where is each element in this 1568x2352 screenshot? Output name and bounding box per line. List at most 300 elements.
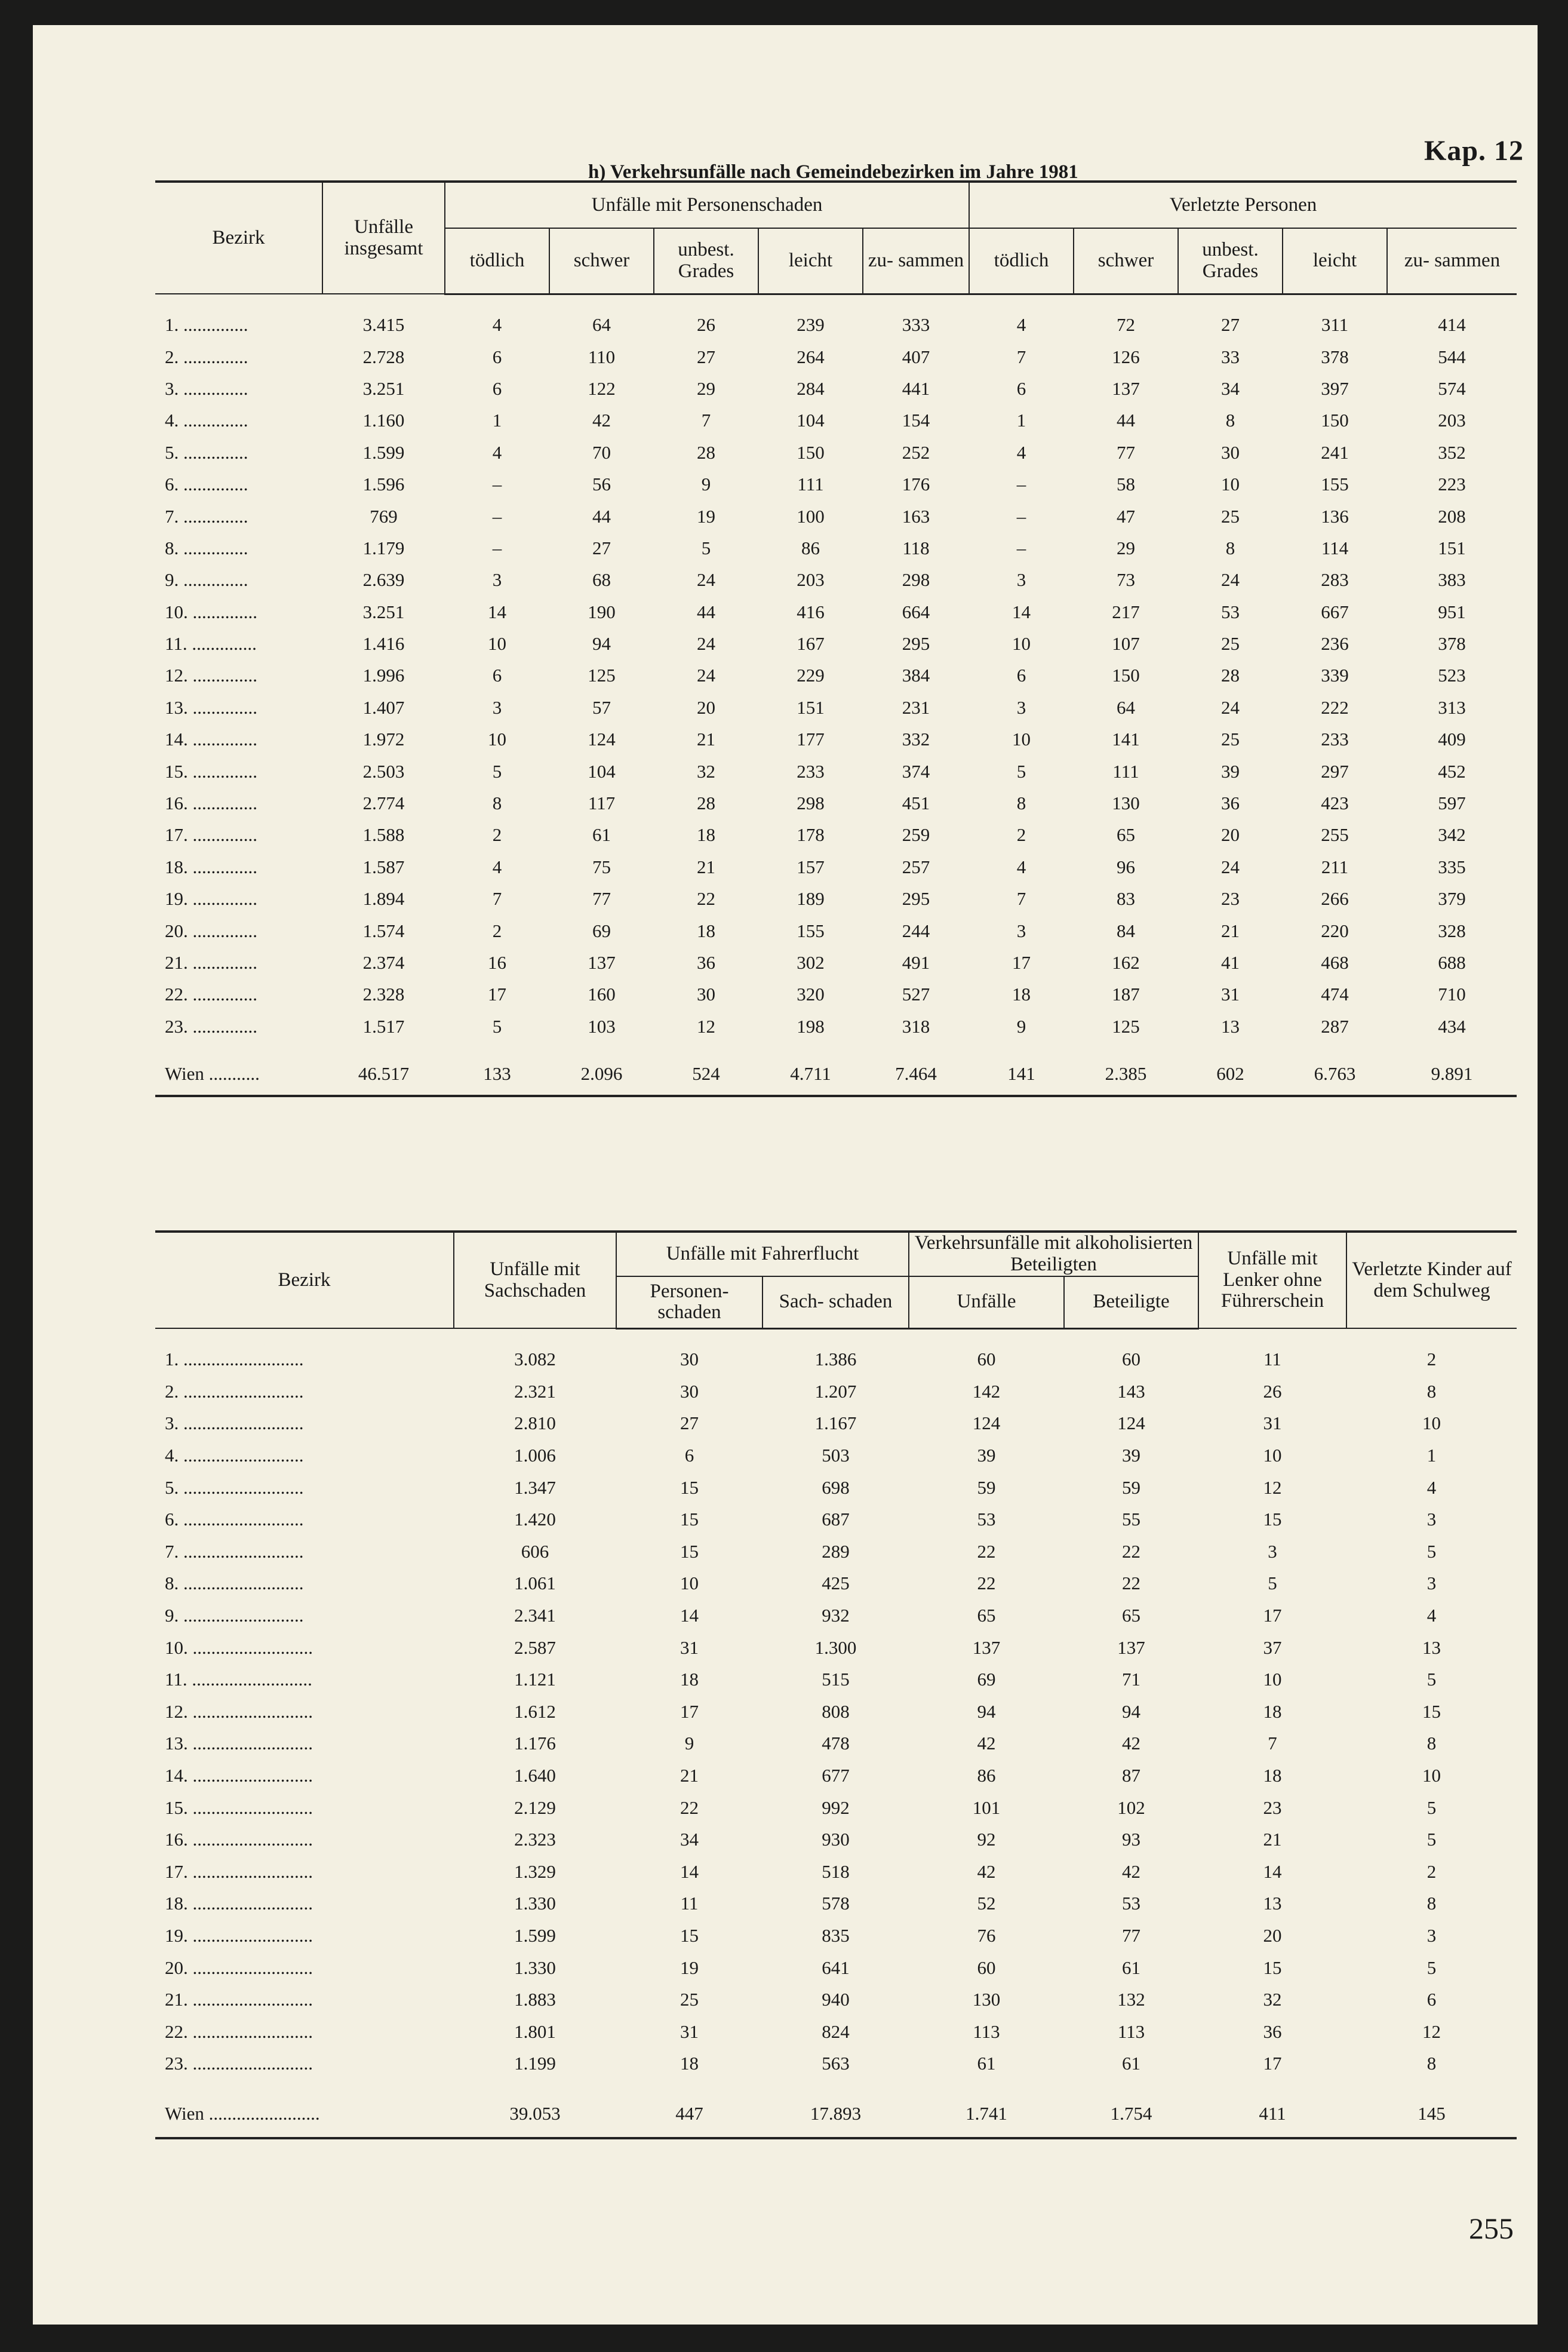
row-label: 4. .......................... [165,1445,304,1466]
row-label: 11. .............. [165,633,257,655]
row-label: 23. .............. [165,1015,257,1037]
row-label: 5. .......................... [165,1476,304,1498]
row-label: 10. .............. [165,601,257,622]
cell-value: 136 [1321,505,1349,527]
row-label: 18. .............. [165,856,257,877]
cell-value: 190 [588,601,616,622]
cell-value: 951 [1438,601,1466,622]
cell-value: 8 [1426,1893,1437,1914]
cell-value: 6 [1016,377,1026,399]
row-label: 7. .............. [165,505,248,527]
cell-value: 177 [797,729,825,750]
cell-value: 5 [1426,1540,1437,1562]
row-label: 20. .......................... [165,1957,313,1978]
cell-value: 664 [902,601,930,622]
cell-value: 298 [902,569,930,591]
cell-value: 19 [680,1957,699,1978]
cell-value: 155 [1321,474,1349,495]
cell-value: 18 [1263,1765,1282,1786]
cell-value: 1.121 [514,1669,556,1690]
table-row [155,1856,1517,1888]
cell-value: 8 [1426,1733,1437,1754]
row-label: 21. .......................... [165,1989,313,2010]
cell-value: 10 [1221,474,1240,495]
cell-value: 29 [697,377,715,399]
cell-value: 17 [1263,1605,1282,1626]
cell-value: 295 [902,633,930,655]
cell-value: 31 [1221,984,1240,1005]
cell-value: 677 [822,1765,850,1786]
cell-value: 1.167 [814,1413,857,1434]
cell-value: 2.323 [514,1829,556,1850]
header-bezirk: Bezirk [155,1232,454,1328]
document-page [33,25,1538,2325]
cell-value: 22 [697,888,715,910]
table-row [155,787,1517,819]
row-label: 4. .............. [165,410,248,431]
cell-value: 1.330 [514,1957,556,1978]
cell-value: 20 [1221,824,1240,846]
cell-value: 111 [1112,760,1139,782]
header-sach-schaden: Sach- schaden [763,1276,909,1328]
table-row [155,1503,1517,1536]
table-row [155,1888,1517,1920]
cell-value: 143 [1117,1380,1145,1402]
cell-value: 3 [1016,569,1026,591]
cell-value: 39 [1122,1445,1140,1466]
cell-value: 60 [1122,1349,1140,1370]
header-bezirk: Bezirk [155,182,322,294]
cell-value: 1.517 [362,1015,405,1037]
row-label: 11. .......................... [165,1669,312,1690]
cell-value: 208 [1438,505,1466,527]
cell-value: 57 [592,696,611,718]
cell-value: 187 [1112,984,1140,1005]
cell-value: 32 [697,760,715,782]
row-label: 17. .......................... [165,1860,313,1882]
cell-value: 124 [1117,1413,1145,1434]
row-label: 7. .......................... [165,1540,304,1562]
cell-value: 18 [680,1669,699,1690]
cell-value: 4 [492,856,502,877]
cell-value: 14 [680,1605,699,1626]
cell-value: 24 [697,569,715,591]
cell-value: 17 [680,1700,699,1722]
cell-value: 46.517 [322,1053,445,1096]
cell-value: 940 [822,1989,850,2010]
cell-value: 6.763 [1283,1053,1387,1096]
cell-value: 27 [1221,314,1240,336]
cell-value: 77 [1122,1924,1140,1946]
cell-value: 61 [1122,1957,1140,1978]
table-row [155,979,1517,1011]
cell-value: 15 [680,1540,699,1562]
cell-value: 4 [1426,1605,1437,1626]
cell-value: 137 [1112,377,1140,399]
cell-value: 114 [1321,537,1349,558]
cell-value: 4 [1016,314,1026,336]
row-label: 15. .............. [165,760,257,782]
cell-value: 36 [1221,793,1240,814]
cell-value: 3.082 [514,1349,556,1370]
cell-value: 21 [1221,920,1240,941]
cell-value: 2.385 [1074,1053,1178,1096]
spacer-row [155,294,1517,309]
cell-value: 86 [977,1765,996,1786]
cell-value: 1.574 [362,920,405,941]
cell-value: 1.199 [514,2053,556,2074]
cell-value: 28 [1221,665,1240,686]
cell-value: 5 [1426,1669,1437,1690]
cell-value: 27 [592,537,611,558]
cell-value: 42 [977,1860,996,1882]
cell-value: 6 [492,346,502,367]
table-row [155,1663,1517,1696]
header-toedlich: tödlich [969,228,1074,294]
row-label: 8. .......................... [165,1573,304,1594]
header-schwer: schwer [549,228,654,294]
header-leicht: leicht [758,228,863,294]
table-row [155,501,1517,532]
cell-value: 104 [588,760,616,782]
cell-value: 10 [488,633,506,655]
cell-value: 15 [680,1924,699,1946]
cell-value: 157 [797,856,825,877]
cell-value: 130 [1112,793,1140,814]
cell-value: 1.996 [362,665,405,686]
cell-value: 1.160 [362,410,405,431]
cell-value: 3.251 [362,601,405,622]
table-row [155,2048,1517,2080]
cell-value: 1.407 [362,696,405,718]
cell-value: 10 [1422,1765,1441,1786]
cell-value: 44 [592,505,611,527]
cell-value: 574 [1438,377,1466,399]
cell-value: 241 [1321,441,1349,463]
cell-value: 68 [592,569,611,591]
cell-value: 59 [977,1476,996,1498]
cell-value: 25 [1221,505,1240,527]
cell-value: 163 [902,505,930,527]
cell-value: 5 [492,760,502,782]
cell-value: 34 [1221,377,1240,399]
cell-value: 10 [1263,1669,1282,1690]
cell-value: 125 [1112,1015,1140,1037]
cell-value: 142 [972,1380,1001,1402]
table-row [155,692,1517,723]
cell-value: 527 [902,984,930,1005]
cell-value: 60 [977,1349,996,1370]
cell-value: 7 [1016,888,1026,910]
cell-value: 65 [1122,1605,1140,1626]
cell-value: 44 [1117,410,1135,431]
row-label: 12. .......................... [165,1700,313,1722]
cell-value: 4.711 [758,1053,863,1096]
cell-value: 19 [697,505,715,527]
cell-value: 103 [588,1015,616,1037]
cell-value: 28 [697,441,715,463]
header-beteiligte: Beteiligte [1064,1276,1198,1328]
cell-value: 178 [797,824,825,846]
table-row [155,1760,1517,1792]
cell-value: 83 [1117,888,1135,910]
cell-value: 425 [822,1573,850,1594]
cell-value: 6 [492,665,502,686]
row-label: 6. .......................... [165,1509,304,1530]
cell-value: 71 [1122,1669,1140,1690]
cell-value: 167 [797,633,825,655]
cell-value: 641 [822,1957,850,1978]
cell-value: 1.416 [362,633,405,655]
cell-value: 65 [1117,824,1135,846]
chapter-label: Kap. 12 [1424,135,1524,167]
cell-value: 313 [1438,696,1466,718]
cell-value: 4 [492,441,502,463]
cell-value: 407 [902,346,930,367]
spacer-row [155,1328,1517,1344]
cell-value: 1.754 [1064,2090,1198,2138]
cell-value: 36 [1263,2021,1282,2042]
cell-value: 518 [822,1860,850,1882]
header-unfaelle-insgesamt: Unfälle insgesamt [322,182,445,294]
cell-value: 25 [680,1989,699,2010]
table-title: h) Verkehrsunfälle nach Gemeindebezirken im Jahre 1981 [588,161,1078,183]
cell-value: 13 [1263,1893,1282,1914]
cell-value: 94 [977,1700,996,1722]
cell-value: 53 [977,1509,996,1530]
cell-value: 11 [1263,1349,1281,1370]
cell-value: 15 [680,1476,699,1498]
cell-value: 266 [1321,888,1349,910]
cell-value: 264 [797,346,825,367]
cell-value: 39 [977,1445,996,1466]
cell-value: 5 [1426,1797,1437,1818]
cell-value: 4 [1016,856,1026,877]
header-schwer: schwer [1074,228,1178,294]
cell-value: 25 [1221,633,1240,655]
cell-value: 2.374 [362,952,405,973]
cell-value: – [492,505,502,527]
cell-value: 378 [1321,346,1349,367]
cell-value: 113 [1117,2021,1145,2042]
cell-value: 61 [977,2053,996,2074]
cell-value: 217 [1112,601,1140,622]
cell-value: 150 [797,441,825,463]
cell-value: 1 [492,410,502,431]
cell-value: 20 [1263,1924,1282,1946]
table-row [155,437,1517,468]
row-label: 13. .............. [165,696,257,718]
cell-value: 378 [1438,633,1466,655]
cell-value: 255 [1321,824,1349,846]
cell-value: 61 [1122,2053,1140,2074]
table-row [155,660,1517,692]
cell-value: 42 [977,1733,996,1754]
cell-value: 1.801 [514,2021,556,2042]
cell-value: 283 [1321,569,1349,591]
cell-value: 710 [1438,984,1466,1005]
cell-value: 352 [1438,441,1466,463]
cell-value: 244 [902,920,930,941]
cell-value: 452 [1438,760,1466,782]
page-number: 255 [1469,2212,1514,2245]
table-row [155,1375,1517,1408]
cell-value: 94 [1122,1700,1140,1722]
cell-value: 231 [902,696,930,718]
accidents-property-damage-table [155,1230,1517,2139]
cell-value: – [492,537,502,558]
table-row [155,2016,1517,2048]
cell-value: 374 [902,760,930,782]
cell-value: 2.728 [362,346,405,367]
cell-value: 34 [680,1829,699,1850]
cell-value: 2 [492,920,502,941]
cell-value: 1.330 [514,1893,556,1914]
cell-value: 8 [1225,537,1235,558]
cell-value: 15 [680,1509,699,1530]
cell-value: 515 [822,1669,850,1690]
cell-value: 222 [1321,696,1349,718]
cell-value: 69 [592,920,611,941]
cell-value: 113 [973,2021,1000,2042]
cell-value: 414 [1438,314,1466,336]
cell-value: 409 [1438,729,1466,750]
cell-value: 4 [492,314,502,336]
table-row [155,1728,1517,1760]
cell-value: 111 [797,474,824,495]
cell-value: 53 [1122,1893,1140,1914]
row-label: 21. .............. [165,952,257,973]
table-row [155,1536,1517,1568]
cell-value: 1.599 [514,1924,556,1946]
cell-value: 383 [1438,569,1466,591]
cell-value: 23 [1221,888,1240,910]
table1-body [155,294,1517,1096]
table-row [155,405,1517,437]
cell-value: 1.587 [362,856,405,877]
cell-value: 1.599 [362,441,405,463]
cell-value: 252 [902,441,930,463]
cell-value: 41 [1221,952,1240,973]
cell-value: 1.596 [362,474,405,495]
cell-value: 397 [1321,377,1349,399]
cell-value: 27 [680,1413,699,1434]
cell-value: 77 [592,888,611,910]
cell-value: 102 [1117,1797,1145,1818]
cell-value: 42 [1122,1860,1140,1882]
header-unbest-grades: unbest. Grades [1178,228,1283,294]
cell-value: 10 [1263,1445,1282,1466]
row-label: 17. .............. [165,824,257,846]
cell-value: 198 [797,1015,825,1037]
cell-value: 1.347 [514,1476,556,1498]
cell-value: 3 [492,696,502,718]
header-zusammen: zu- sammen [863,228,969,294]
row-label: 19. .............. [165,888,257,910]
cell-value: 298 [797,793,825,814]
cell-value: 22 [680,1797,699,1818]
table-row [155,468,1517,500]
cell-value: 3 [1426,1924,1437,1946]
table-row [155,532,1517,564]
cell-value: 42 [592,410,611,431]
table-row [155,1472,1517,1504]
cell-value: 42 [1122,1733,1140,1754]
cell-value: 523 [1438,665,1466,686]
cell-value: 77 [1117,441,1135,463]
cell-value: 44 [697,601,715,622]
cell-value: 7 [1268,1733,1277,1754]
cell-value: 451 [902,793,930,814]
cell-value: 220 [1321,920,1349,941]
table-row [155,1920,1517,1952]
cell-value: 524 [654,1053,758,1096]
cell-value: 137 [588,952,616,973]
cell-value: 5 [1426,1829,1437,1850]
table-row [155,756,1517,787]
cell-value: 3 [1268,1540,1277,1562]
table-row [155,596,1517,628]
cell-value: 8 [1225,410,1235,431]
cell-value: 930 [822,1829,850,1850]
cell-value: 96 [1117,856,1135,877]
cell-value: 31 [680,1636,699,1658]
cell-value: 130 [972,1989,1001,2010]
cell-value: 257 [902,856,930,877]
cell-value: 606 [521,1540,549,1562]
cell-value: 8 [1426,1380,1437,1402]
cell-value: 10 [1422,1413,1441,1434]
cell-value: 3 [492,569,502,591]
cell-value: 151 [1438,537,1466,558]
cell-value: 104 [797,410,825,431]
cell-value: 3.415 [362,314,405,336]
cell-value: 2.321 [514,1380,556,1402]
cell-value: 47 [1117,505,1135,527]
row-label: 6. .............. [165,474,248,495]
cell-value: 1.883 [514,1989,556,2010]
cell-value: 31 [680,2021,699,2042]
cell-value: 423 [1321,793,1349,814]
header-group-fahrerflucht: Unfälle mit Fahrerflucht [616,1232,909,1276]
cell-value: 18 [1012,984,1031,1005]
cell-value: 1.741 [909,2090,1064,2138]
cell-value: 22 [977,1573,996,1594]
cell-value: 24 [1221,569,1240,591]
table-row [155,309,1517,341]
cell-value: 10 [1012,633,1031,655]
cell-value: 15 [1263,1509,1282,1530]
cell-value: 18 [680,2053,699,2074]
cell-value: 1.329 [514,1860,556,1882]
cell-value: 447 [616,2090,763,2138]
cell-value: 491 [902,952,930,973]
cell-value: 6 [1016,665,1026,686]
cell-value: 21 [1263,1829,1282,1850]
cell-value: 56 [592,474,611,495]
cell-value: 1.006 [514,1445,556,1466]
row-label: 13. .......................... [165,1733,313,1754]
cell-value: 141 [969,1053,1074,1096]
cell-value: 150 [1112,665,1140,686]
cell-value: 15 [1422,1700,1441,1722]
total-row [155,2090,1517,2138]
cell-value: 2 [1426,1860,1437,1882]
cell-value: 26 [1263,1380,1282,1402]
cell-value: 23 [1263,1797,1282,1818]
cell-value: 1.612 [514,1700,556,1722]
cell-value: 14 [680,1860,699,1882]
